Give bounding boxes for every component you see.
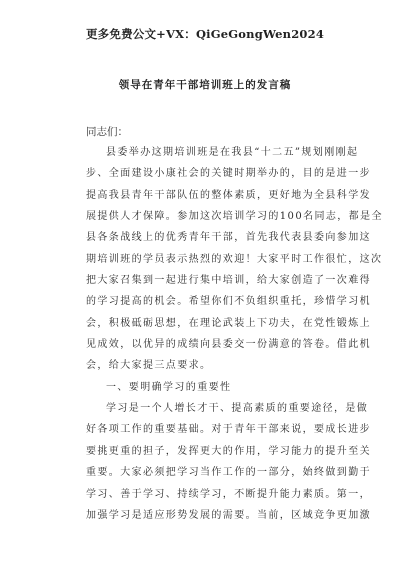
body-line: 要挑更重的担子，发挥更大的作用，学习能力的提升至关	[86, 445, 371, 457]
body-line: 会，积极砥砺思想，在理论武装上下功夫，在党性锻炼上	[86, 317, 371, 329]
body-line: 步、全面建设小康社会的关键时期举办的，目的是进一步	[86, 168, 371, 180]
body-line: 县委举办这期培训班是在我县“十二五”规划刚刚起	[106, 147, 359, 158]
body-line: 学习、善于学习、持续学习，不断提升能力素质。第一，	[86, 488, 371, 500]
body-line: 会，给大家提三点要求。	[86, 360, 212, 372]
salutation: 同志们：	[86, 126, 128, 138]
body-line: 县各条战线上的优秀青年干部，首先我代表县委向参加这	[86, 232, 371, 244]
body-line: 展提供人才保障。参加这次培训学习的100名同志，都是全	[86, 211, 383, 223]
body-text	[86, 142, 383, 526]
body-line: 把大家召集到一起进行集中培训，给大家创造了一次难得	[86, 275, 371, 287]
body-line: 见成效，以优异的成绩向县委交一份满意的答卷。借此机	[86, 339, 371, 351]
document-title: 领导在青年干部培训班上的发言稿	[118, 79, 292, 91]
body-line: 学习是一个人增长才干、提高素质的重要途径，是做	[106, 403, 369, 415]
body-line: 重要。大家必须把学习当作工作的一部分，始终做到勤于	[86, 467, 371, 479]
body-line: 的学习提高的机会。希望你们不负组织重托，珍惜学习机	[86, 296, 371, 308]
promo-header: 更多免费公文+VX：QiGeGongWen2024	[85, 27, 325, 41]
section-heading: 一、要明确学习的重要性	[106, 381, 232, 393]
body-line: 期培训班的学员表示热烈的欢迎！大家平时工作很忙，这次	[86, 253, 383, 265]
body-line: 提高我县青年干部队伍的整体素质，更好地为全县科学发	[86, 189, 371, 201]
body-line: 好各项工作的重要基础。对于青年干部来说，要成长进步	[86, 424, 371, 436]
body-line: 加强学习是适应形势发展的需要。当前，区域竞争更加激	[86, 509, 371, 521]
